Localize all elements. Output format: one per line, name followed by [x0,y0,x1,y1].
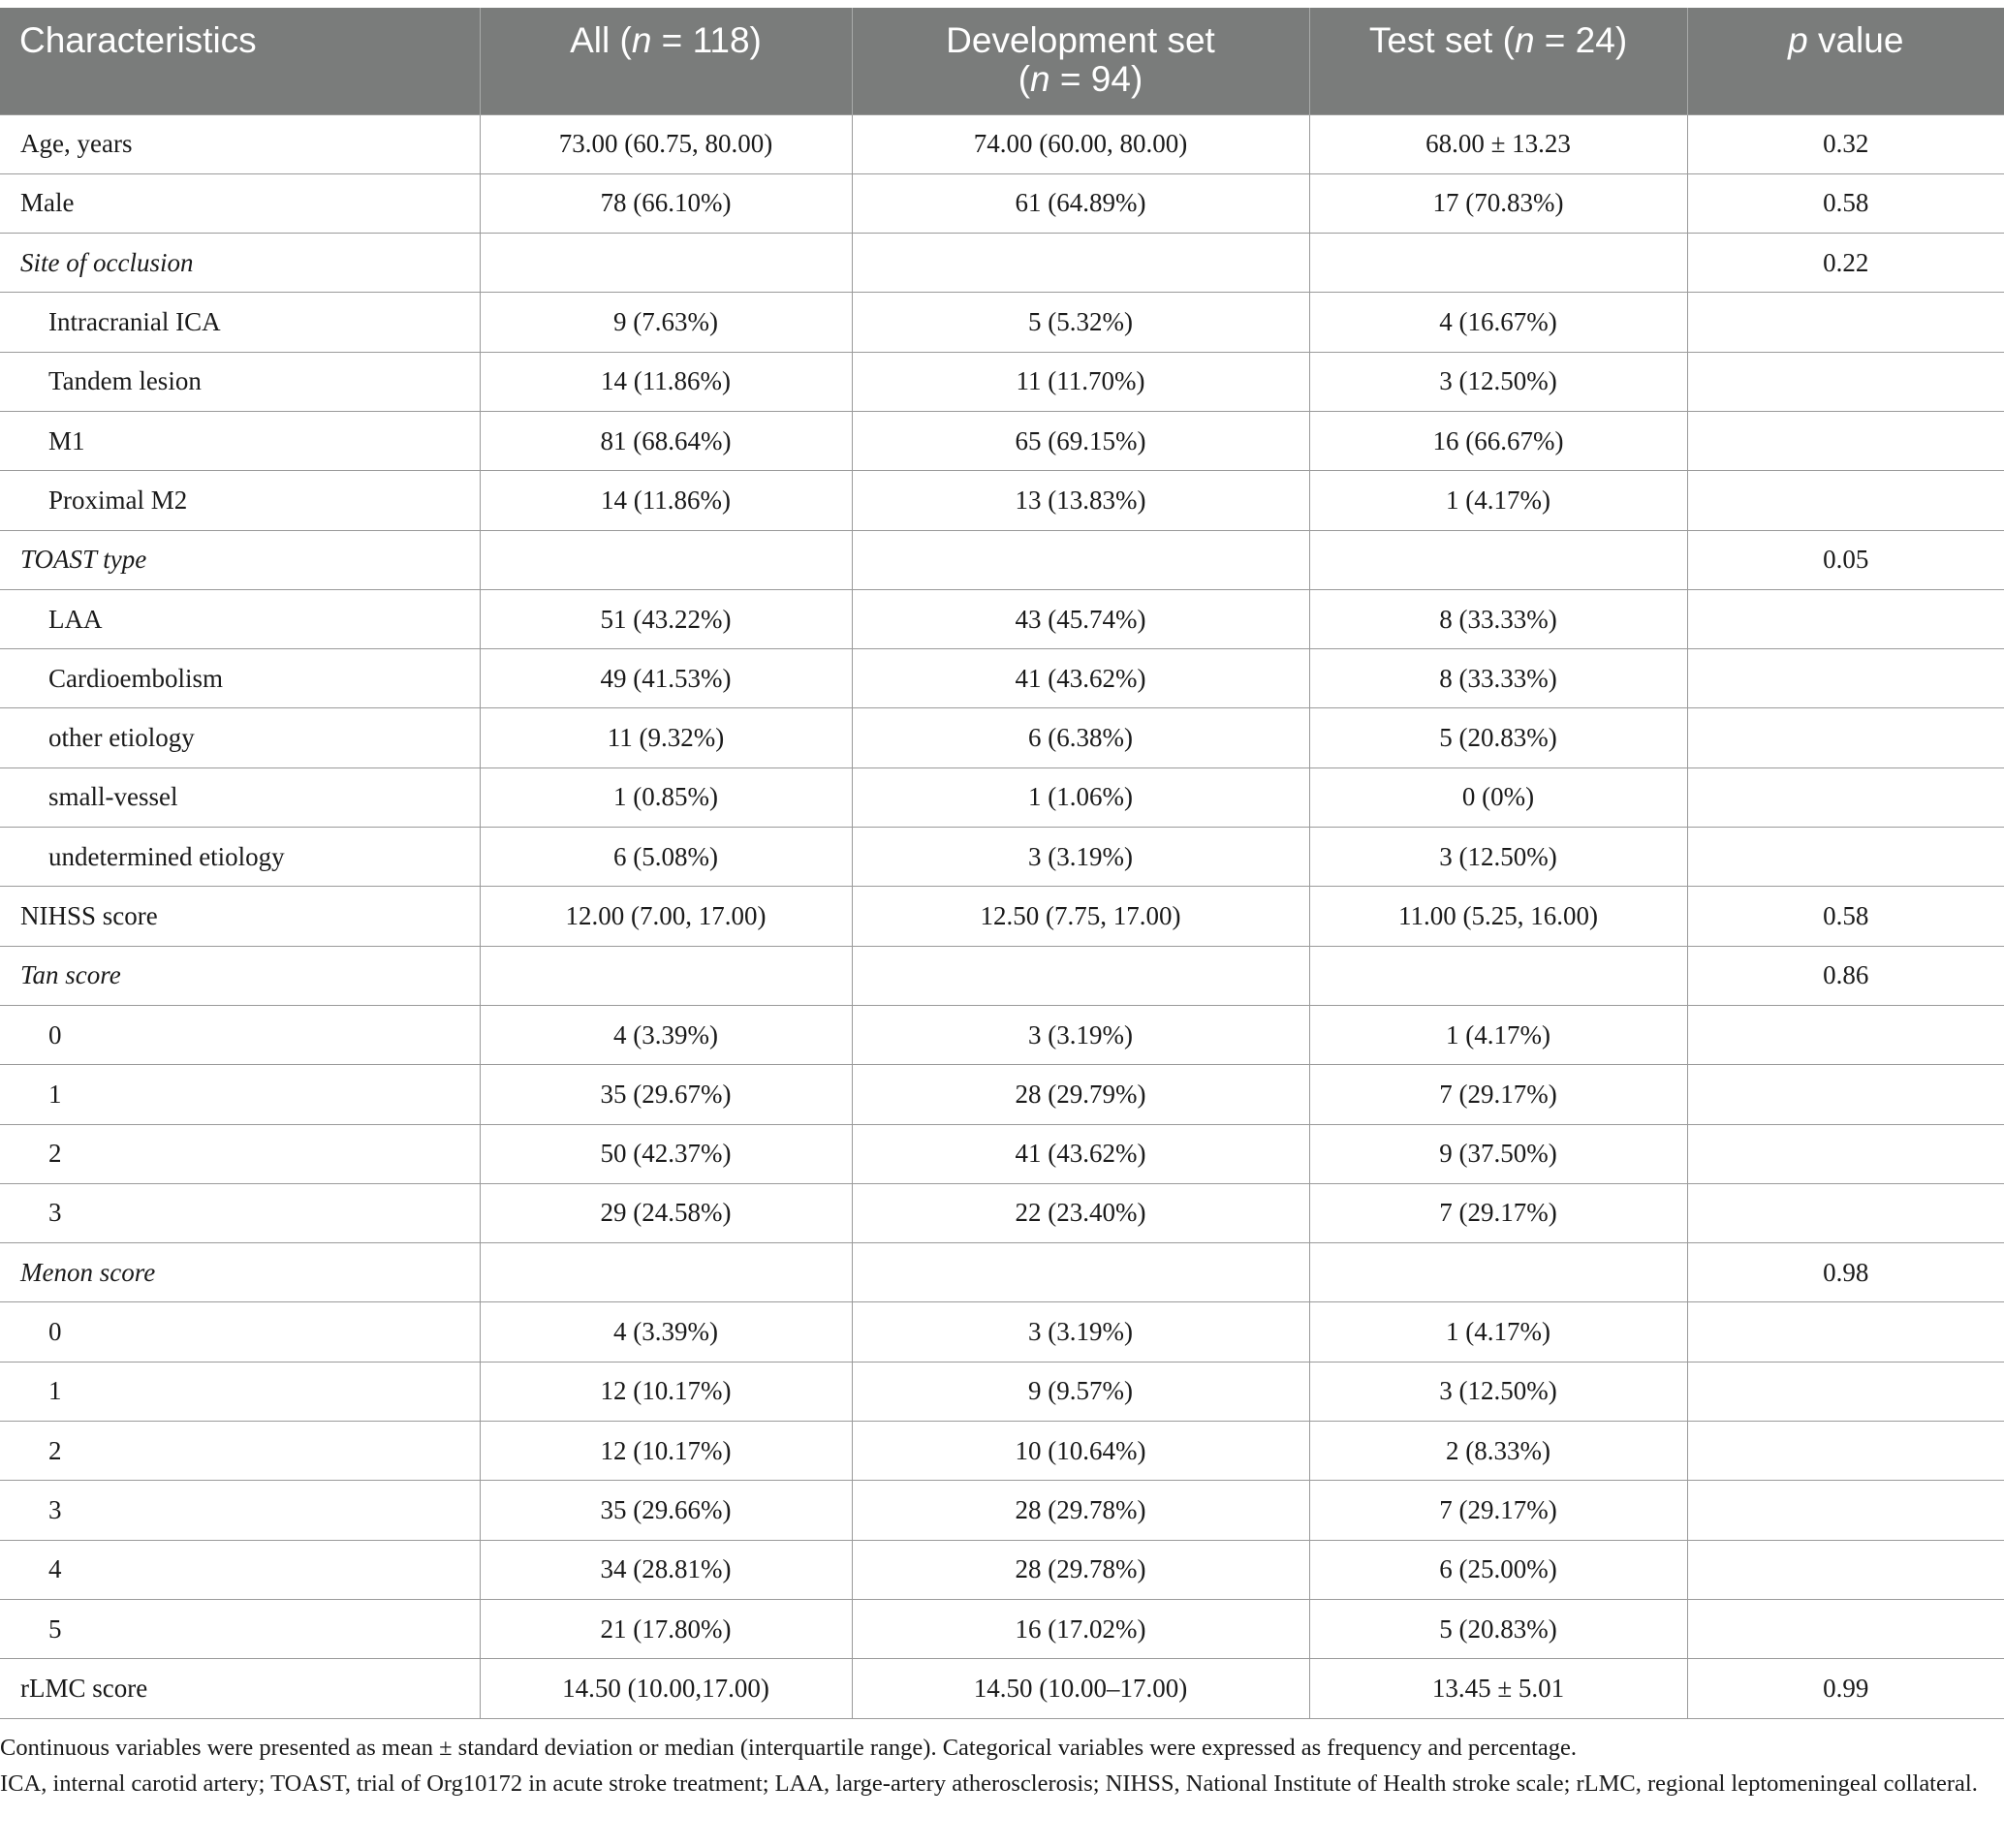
test-cell: 16 (66.67%) [1309,411,1687,470]
development-cell: 6 (6.38%) [852,708,1309,767]
development-cell: 28 (29.78%) [852,1481,1309,1540]
row-label-cell: Tandem lesion [0,352,480,411]
development-cell: 41 (43.62%) [852,649,1309,708]
p-value-cell [1687,1065,2004,1124]
footnote-abbreviations: ICA, internal carotid artery; TOAST, trial of Org10172 in acute stroke treatment; LAA, large-artery atherosclerosis; NIHSS, National Institute of Health stroke scale; rLMC, regional leptomeningeal collateral. [0,1770,1978,1797]
development-cell [852,946,1309,1005]
all-cell: 73.00 (60.75, 80.00) [480,114,852,173]
development-cell: 74.00 (60.00, 80.00) [852,114,1309,173]
test-cell: 1 (4.17%) [1309,1005,1687,1064]
row-label-cell: Menon score [0,1243,480,1302]
all-cell [480,1243,852,1302]
test-cell: 1 (4.17%) [1309,471,1687,530]
header-test-set: Test set (n = 24) [1309,8,1687,114]
table-row [0,411,2004,470]
table-row [0,946,2004,1005]
table-row [0,887,2004,946]
header-p-value: p value [1687,8,2004,114]
footnote-abbreviations-methods: Continuous variables were presented as mean ± standard deviation or median (interquartile range). Categorical variables were expressed as frequency and percentage. [0,1735,1578,1761]
table-row [0,649,2004,708]
row-label-cell: 3 [0,1481,480,1540]
test-cell: 17 (70.83%) [1309,173,1687,233]
p-value-cell [1687,649,2004,708]
development-cell [852,530,1309,589]
development-cell: 43 (45.74%) [852,589,1309,648]
row-label-cell: 5 [0,1599,480,1658]
development-cell: 28 (29.78%) [852,1540,1309,1599]
p-value-cell: 0.98 [1687,1243,2004,1302]
development-cell: 12.50 (7.75, 17.00) [852,887,1309,946]
p-value-cell [1687,1183,2004,1242]
all-cell: 14.50 (10.00,17.00) [480,1659,852,1718]
row-label-cell: 0 [0,1005,480,1064]
row-label-cell: small-vessel [0,767,480,827]
test-cell: 3 (12.50%) [1309,1362,1687,1421]
table-row [0,767,2004,827]
table-row [0,708,2004,767]
development-cell: 3 (3.19%) [852,828,1309,887]
row-label-cell: LAA [0,589,480,648]
all-cell: 12 (10.17%) [480,1422,852,1481]
all-cell: 11 (9.32%) [480,708,852,767]
test-cell: 3 (12.50%) [1309,828,1687,887]
test-cell [1309,530,1687,589]
table-body [0,114,2004,1718]
table-row [0,114,2004,173]
row-label-cell: Cardioembolism [0,649,480,708]
all-cell: 4 (3.39%) [480,1005,852,1064]
development-cell: 61 (64.89%) [852,173,1309,233]
row-label-cell: 3 [0,1183,480,1242]
table-row [0,1481,2004,1540]
table-row [0,293,2004,352]
test-cell: 7 (29.17%) [1309,1065,1687,1124]
row-label-cell: 2 [0,1422,480,1481]
development-cell: 3 (3.19%) [852,1302,1309,1362]
all-cell: 21 (17.80%) [480,1599,852,1658]
row-label-cell: Male [0,173,480,233]
p-value-cell: 0.58 [1687,173,2004,233]
row-label-cell: 2 [0,1124,480,1183]
row-label-cell: Tan score [0,946,480,1005]
row-label-cell: 0 [0,1302,480,1362]
table-row [0,1540,2004,1599]
test-cell: 11.00 (5.25, 16.00) [1309,887,1687,946]
characteristics-table [0,8,2004,1719]
table-row [0,1065,2004,1124]
test-cell: 1 (4.17%) [1309,1302,1687,1362]
all-cell: 14 (11.86%) [480,352,852,411]
test-cell: 6 (25.00%) [1309,1540,1687,1599]
row-label-cell: TOAST type [0,530,480,589]
development-cell: 9 (9.57%) [852,1362,1309,1421]
p-value-cell [1687,471,2004,530]
test-cell: 3 (12.50%) [1309,352,1687,411]
table-row [0,1362,2004,1421]
table-row [0,1659,2004,1718]
p-value-cell [1687,411,2004,470]
row-label-cell: NIHSS score [0,887,480,946]
test-cell [1309,1243,1687,1302]
row-label-cell: rLMC score [0,1659,480,1718]
test-cell: 2 (8.33%) [1309,1422,1687,1481]
row-label-cell: Intracranial ICA [0,293,480,352]
p-value-cell [1687,1005,2004,1064]
development-cell: 65 (69.15%) [852,411,1309,470]
test-cell [1309,234,1687,293]
development-cell: 1 (1.06%) [852,767,1309,827]
all-cell: 14 (11.86%) [480,471,852,530]
all-cell [480,234,852,293]
test-cell: 8 (33.33%) [1309,649,1687,708]
p-value-cell [1687,1599,2004,1658]
test-cell [1309,946,1687,1005]
all-cell: 51 (43.22%) [480,589,852,648]
all-cell: 1 (0.85%) [480,767,852,827]
table-row [0,828,2004,887]
test-cell: 13.45 ± 5.01 [1309,1659,1687,1718]
all-cell [480,530,852,589]
table-row [0,471,2004,530]
p-value-cell: 0.58 [1687,887,2004,946]
table-row [0,173,2004,233]
p-value-cell [1687,1124,2004,1183]
all-cell: 50 (42.37%) [480,1124,852,1183]
p-value-cell [1687,352,2004,411]
development-cell: 16 (17.02%) [852,1599,1309,1658]
p-value-cell [1687,828,2004,887]
p-value-cell [1687,1302,2004,1362]
all-cell: 9 (7.63%) [480,293,852,352]
row-label-cell: Site of occlusion [0,234,480,293]
test-cell: 5 (20.83%) [1309,1599,1687,1658]
p-value-cell: 0.99 [1687,1659,2004,1718]
test-cell: 5 (20.83%) [1309,708,1687,767]
test-cell: 4 (16.67%) [1309,293,1687,352]
header-development-set: Development set (n = 94) [852,8,1309,114]
all-cell: 6 (5.08%) [480,828,852,887]
p-value-cell [1687,708,2004,767]
development-cell: 3 (3.19%) [852,1005,1309,1064]
development-cell [852,1243,1309,1302]
p-value-cell: 0.05 [1687,530,2004,589]
all-cell: 4 (3.39%) [480,1302,852,1362]
all-cell: 49 (41.53%) [480,649,852,708]
table-row [0,1183,2004,1242]
all-cell: 34 (28.81%) [480,1540,852,1599]
p-value-cell [1687,767,2004,827]
development-cell: 5 (5.32%) [852,293,1309,352]
all-cell: 81 (68.64%) [480,411,852,470]
table-row [0,1243,2004,1302]
table-row [0,1005,2004,1064]
table-row [0,234,2004,293]
all-cell: 12.00 (7.00, 17.00) [480,887,852,946]
row-label-cell: 4 [0,1540,480,1599]
p-value-cell [1687,1481,2004,1540]
table-header [0,8,2004,114]
development-cell: 11 (11.70%) [852,352,1309,411]
all-cell: 29 (24.58%) [480,1183,852,1242]
development-cell: 41 (43.62%) [852,1124,1309,1183]
all-cell: 78 (66.10%) [480,173,852,233]
all-cell [480,946,852,1005]
row-label-cell: undetermined etiology [0,828,480,887]
development-cell: 13 (13.83%) [852,471,1309,530]
p-value-cell [1687,589,2004,648]
test-cell: 9 (37.50%) [1309,1124,1687,1183]
table-row [0,1422,2004,1481]
header-all: All (n = 118) [480,8,852,114]
p-value-cell: 0.86 [1687,946,2004,1005]
test-cell: 68.00 ± 13.23 [1309,114,1687,173]
table-row [0,589,2004,648]
p-value-cell [1687,293,2004,352]
development-cell: 10 (10.64%) [852,1422,1309,1481]
development-cell: 28 (29.79%) [852,1065,1309,1124]
row-label-cell: 1 [0,1065,480,1124]
row-label-cell: other etiology [0,708,480,767]
p-value-cell [1687,1422,2004,1481]
test-cell: 7 (29.17%) [1309,1481,1687,1540]
row-label-cell: Age, years [0,114,480,173]
table-row [0,530,2004,589]
row-label-cell: Proximal M2 [0,471,480,530]
header-row [0,8,2004,114]
all-cell: 35 (29.66%) [480,1481,852,1540]
table-row [0,1124,2004,1183]
all-cell: 35 (29.67%) [480,1065,852,1124]
row-label-cell: M1 [0,411,480,470]
development-cell: 22 (23.40%) [852,1183,1309,1242]
all-cell: 12 (10.17%) [480,1362,852,1421]
table-row [0,1302,2004,1362]
table-row [0,1599,2004,1658]
test-cell: 0 (0%) [1309,767,1687,827]
test-cell: 8 (33.33%) [1309,589,1687,648]
table-row [0,352,2004,411]
p-value-cell [1687,1540,2004,1599]
development-cell [852,234,1309,293]
development-cell: 14.50 (10.00–17.00) [852,1659,1309,1718]
p-value-cell: 0.32 [1687,114,2004,173]
header-characteristics: Characteristics [0,8,480,114]
row-label-cell: 1 [0,1362,480,1421]
p-value-cell [1687,1362,2004,1421]
test-cell: 7 (29.17%) [1309,1183,1687,1242]
p-value-cell: 0.22 [1687,234,2004,293]
